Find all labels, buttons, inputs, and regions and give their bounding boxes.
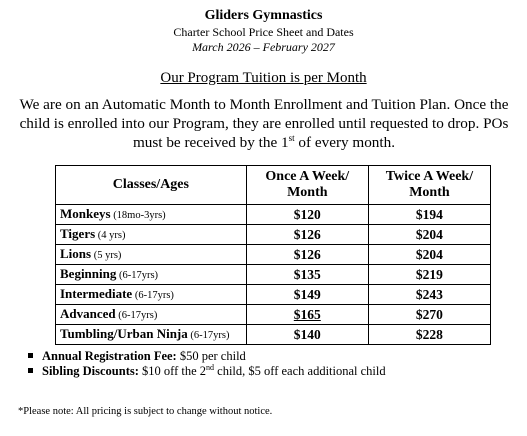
square-bullet-icon bbox=[28, 368, 33, 373]
class-cell bbox=[56, 305, 247, 325]
page-title: Gliders Gymnastics bbox=[204, 8, 323, 23]
enrollment-paragraph bbox=[14, 95, 514, 152]
class-cell bbox=[56, 245, 247, 265]
class-name: Advanced bbox=[60, 306, 116, 321]
date-range: March 2026 – February 2027 bbox=[192, 40, 335, 54]
class-age: (4 yrs) bbox=[95, 230, 126, 241]
sibling-discount-post: child, $5 off each additional child bbox=[214, 364, 386, 378]
price-once: $126 bbox=[246, 245, 368, 265]
price-twice: $243 bbox=[368, 285, 490, 305]
intro-line-3-sup: st bbox=[288, 132, 295, 143]
class-name: Intermediate bbox=[60, 286, 133, 301]
class-name: Beginning bbox=[60, 266, 117, 281]
price-once: $120 bbox=[246, 205, 368, 225]
class-cell bbox=[56, 225, 247, 245]
table-row bbox=[56, 285, 491, 305]
class-name: Tumbling/Urban Ninja bbox=[60, 326, 188, 341]
class-cell bbox=[56, 285, 247, 305]
page-subtitle: Charter School Price Sheet and Dates bbox=[173, 25, 354, 39]
class-age: (6-17yrs) bbox=[115, 310, 158, 321]
price-twice: $219 bbox=[368, 265, 490, 285]
registration-fee-label: Annual Registration Fee: bbox=[42, 349, 177, 363]
sibling-discount-label: Sibling Discounts: bbox=[42, 364, 139, 378]
list-item bbox=[28, 364, 518, 379]
price-twice: $228 bbox=[368, 325, 490, 345]
price-twice: $204 bbox=[368, 245, 490, 265]
class-cell bbox=[56, 205, 247, 225]
price-twice: $270 bbox=[368, 305, 490, 325]
tuition-heading: Our Program Tuition is per Month bbox=[160, 70, 367, 86]
price-once: $140 bbox=[246, 325, 368, 345]
class-age: (6-17yrs) bbox=[116, 270, 159, 281]
class-age: (18mo-3yrs) bbox=[110, 210, 166, 221]
intro-line-3-post: of every month. bbox=[294, 134, 396, 151]
intro-line-3 bbox=[14, 133, 514, 152]
table-row bbox=[56, 265, 491, 285]
intro-line-2: child is enrolled into our Program, they are enrolled until requested to drop. POs bbox=[19, 115, 509, 132]
price-once: $135 bbox=[246, 265, 368, 285]
table-header-row bbox=[56, 166, 491, 205]
class-name: Tigers bbox=[60, 226, 96, 241]
price-table bbox=[55, 165, 491, 345]
class-age: (6-17yrs) bbox=[187, 330, 230, 341]
price-once-value: $165 bbox=[293, 307, 321, 322]
price-once: $126 bbox=[246, 225, 368, 245]
class-name: Lions bbox=[60, 246, 92, 261]
class-age: (5 yrs) bbox=[91, 250, 122, 261]
list-item bbox=[28, 349, 518, 364]
price-once: $149 bbox=[246, 285, 368, 305]
table-row bbox=[56, 205, 491, 225]
sibling-discount-pre: $10 off the 2 bbox=[138, 364, 207, 378]
fee-list bbox=[28, 349, 518, 379]
class-cell bbox=[56, 325, 247, 345]
class-age: (6-17yrs) bbox=[132, 290, 174, 301]
table-row bbox=[56, 305, 491, 325]
registration-fee-value: $50 per child bbox=[176, 349, 246, 363]
header-once-a-week: Once A Week/ Month bbox=[246, 166, 368, 205]
square-bullet-icon bbox=[28, 353, 33, 358]
class-cell bbox=[56, 265, 247, 285]
table-row bbox=[56, 245, 491, 265]
class-name: Monkeys bbox=[60, 206, 111, 221]
price-twice: $204 bbox=[368, 225, 490, 245]
intro-line-3-pre: must be received by the 1 bbox=[132, 134, 289, 151]
table-row bbox=[56, 225, 491, 245]
pricing-disclaimer: *Please note: All pricing is subject to change without notice. bbox=[18, 406, 273, 417]
price-once bbox=[246, 305, 368, 325]
price-twice: $194 bbox=[368, 205, 490, 225]
table-row bbox=[56, 325, 491, 345]
header-classes: Classes/Ages bbox=[56, 166, 247, 205]
intro-line-1: We are on an Automatic Month to Month Enrollment and Tuition Plan. Once the bbox=[19, 96, 509, 113]
header-twice-a-week: Twice A Week/ Month bbox=[368, 166, 490, 205]
sibling-discount-sup: nd bbox=[206, 362, 215, 372]
